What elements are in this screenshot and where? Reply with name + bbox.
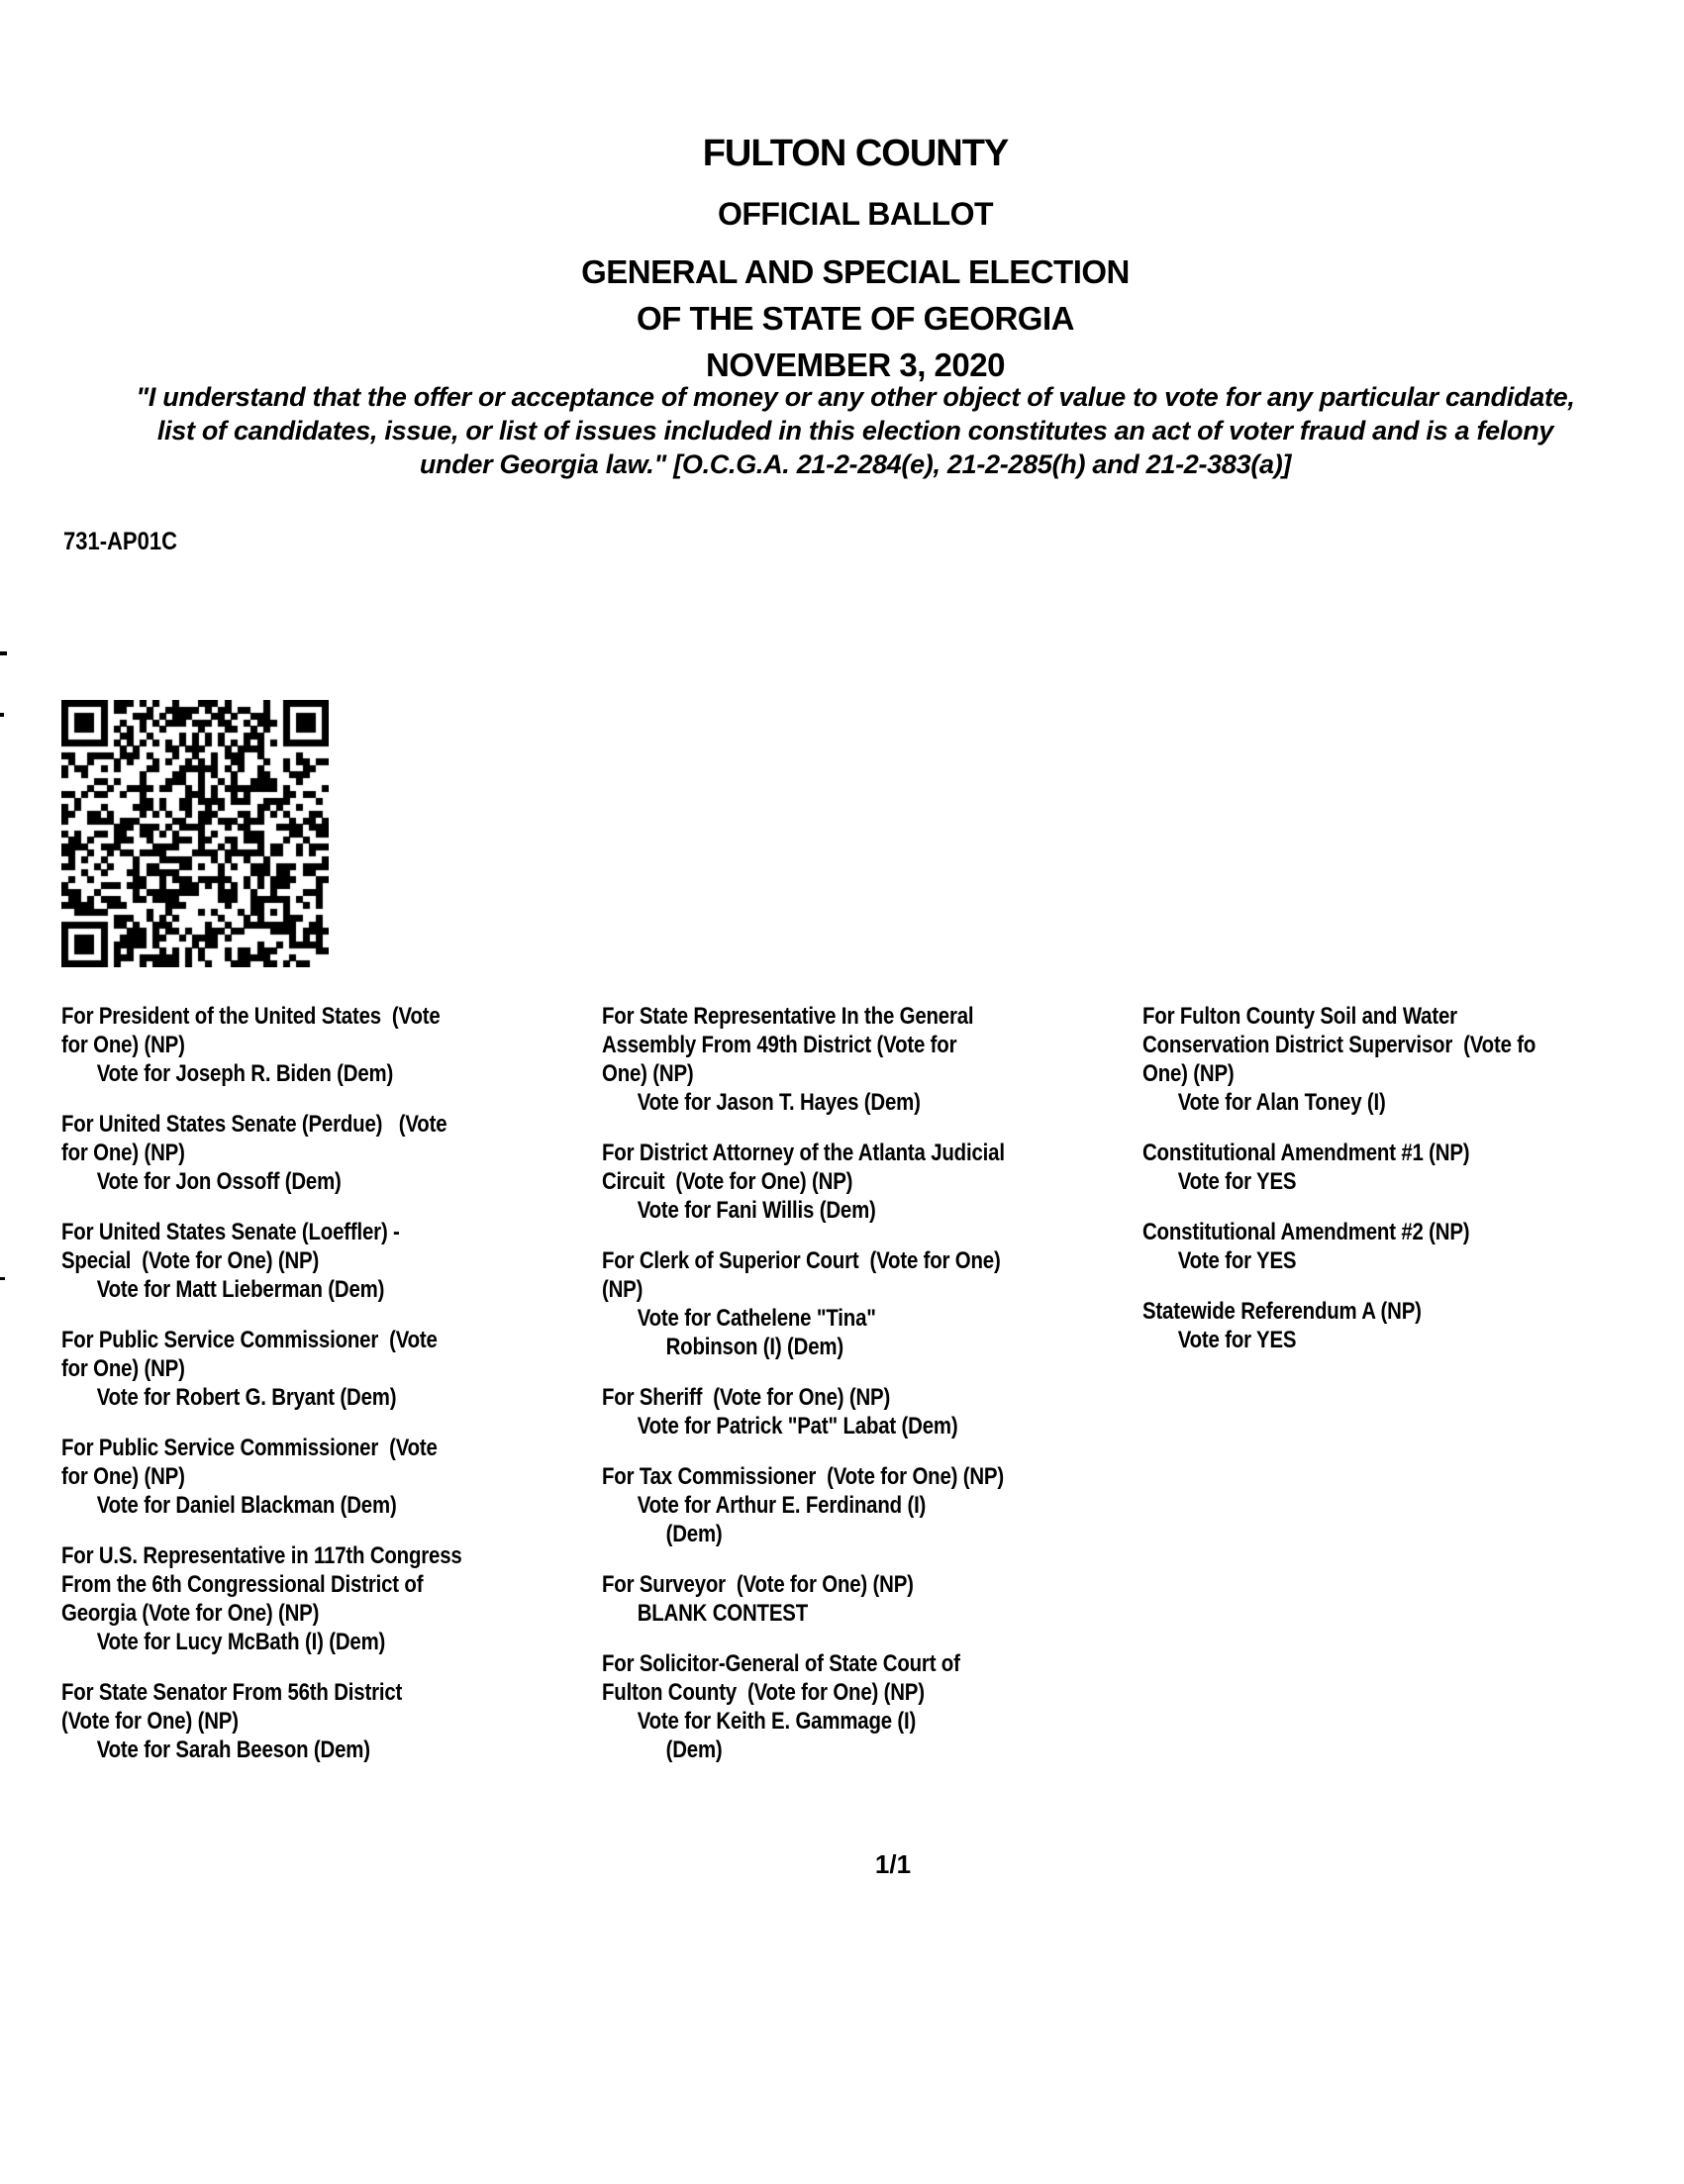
contest-title-line: For Public Service Commissioner (Vote <box>61 1435 438 1461</box>
contest-block <box>61 1002 601 1088</box>
ballot-style-code: 731-AP01C <box>63 528 177 555</box>
vote-line: Vote for Jon Ossoff (Dem) <box>96 1168 342 1195</box>
contest-title-line: (Vote for One) (NP) <box>61 1708 239 1735</box>
contest-title-line: For United States Senate (Perdue) (Vote <box>61 1111 447 1138</box>
page-number: 1/1 <box>874 1849 912 1879</box>
vote-line: Vote for Matt Lieberman (Dem) <box>96 1276 385 1303</box>
vote-line: Vote for Alan Toney (I) <box>1177 1089 1386 1116</box>
scan-edge-mark <box>0 713 4 717</box>
contest-title-line: Constitutional Amendment #1 (NP) <box>1142 1140 1470 1166</box>
contest-title-line: For Sheriff (Vote for One) (NP) <box>602 1384 891 1411</box>
ballot-column-1 <box>61 1002 601 1786</box>
contest-title-line: For Tax Commissioner (Vote for One) (NP) <box>602 1463 1004 1490</box>
contest-block <box>61 1326 601 1412</box>
election-date: NOVEMBER 3, 2020 <box>706 347 1005 383</box>
contest-title-line: For Clerk of Superior Court (Vote for One) <box>602 1247 1001 1274</box>
contest-title-line: for One) (NP) <box>61 1463 185 1490</box>
contest-title-line: (NP) <box>602 1276 644 1303</box>
contest-title-line: Georgia (Vote for One) (NP) <box>61 1600 320 1627</box>
contest-block <box>602 1002 1141 1117</box>
vote-line: Vote for Arthur E. Ferdinand (I) <box>637 1492 927 1519</box>
contest-title-line: For Public Service Commissioner (Vote <box>61 1327 438 1353</box>
vote-line: Vote for Patrick "Pat" Labat (Dem) <box>637 1413 958 1439</box>
vote-line: Vote for Joseph R. Biden (Dem) <box>96 1060 394 1087</box>
contest-title-line: Special (Vote for One) (NP) <box>61 1247 320 1274</box>
contest-title-line: From the 6th Congressional District of <box>61 1571 424 1598</box>
disclaimer-line: list of candidates, issue, or list of issues included in this election constitutes an act of voter fraud and is a felony <box>156 416 1554 446</box>
contest-title-line: For Surveyor (Vote for One) (NP) <box>602 1571 914 1598</box>
contest-block <box>61 1541 601 1656</box>
contest-title-line: Fulton County (Vote for One) (NP) <box>602 1679 925 1706</box>
contest-block <box>602 1383 1141 1440</box>
contest-title-line: Constitutional Amendment #2 (NP) <box>1142 1219 1470 1245</box>
vote-line: (Dem) <box>665 1521 723 1547</box>
vote-line: Vote for YES <box>1177 1247 1297 1274</box>
page-title: FULTON COUNTY <box>702 133 1009 174</box>
contest-block <box>602 1462 1141 1548</box>
contest-title-line: For U.S. Representative in 117th Congress <box>61 1542 462 1569</box>
contest-title-line: For President of the United States (Vote <box>61 1003 441 1030</box>
contest-block <box>602 1246 1141 1361</box>
contest-block <box>61 1110 601 1196</box>
vote-line: (Dem) <box>665 1737 723 1763</box>
contest-block <box>61 1434 601 1520</box>
disclaimer-line: under Georgia law." [O.C.G.A. 21-2-284(e), 21-2-285(h) and 21-2-383(a)] <box>419 449 1292 479</box>
vote-line: Vote for Jason T. Hayes (Dem) <box>637 1089 921 1116</box>
contest-title-line: For United States Senate (Loeffler) - <box>61 1219 400 1245</box>
contest-block <box>61 1218 601 1304</box>
contest-title-line: Assembly From 49th District (Vote for <box>602 1032 957 1058</box>
ballot-column-2 <box>602 1002 1141 1786</box>
contest-title-line: For District Attorney of the Atlanta Judicial <box>602 1140 1005 1166</box>
contest-title-line: One) (NP) <box>602 1060 694 1087</box>
contest-block <box>602 1139 1141 1225</box>
vote-line: Vote for Lucy McBath (I) (Dem) <box>96 1629 386 1655</box>
voter-fraud-disclaimer <box>61 380 1649 481</box>
vote-line: Vote for Daniel Blackman (Dem) <box>96 1492 397 1519</box>
page-subtitle: OFFICIAL BALLOT <box>717 196 994 232</box>
contest-title-line: For State Representative In the General <box>602 1003 974 1030</box>
contest-block <box>1142 1139 1682 1196</box>
vote-line: Vote for Cathelene "Tina" <box>637 1305 876 1332</box>
contest-block <box>1142 1297 1682 1354</box>
contest-title-line: For Solicitor-General of State Court of <box>602 1650 960 1677</box>
election-heading <box>61 248 1649 388</box>
vote-line: BLANK CONTEST <box>637 1600 809 1627</box>
contest-block <box>1142 1218 1682 1275</box>
contest-block <box>602 1570 1141 1628</box>
contest-title-line: One) (NP) <box>1142 1060 1235 1087</box>
disclaimer-line: "I understand that the offer or acceptance of money or any other object of value to vote for any particular candidate, <box>136 382 1575 412</box>
vote-line: Vote for Fani Willis (Dem) <box>637 1197 876 1224</box>
vote-line: Vote for Robert G. Bryant (Dem) <box>96 1384 397 1411</box>
vote-line: Vote for YES <box>1177 1168 1297 1195</box>
contest-title-line: Conservation District Supervisor (Vote fo <box>1142 1032 1536 1058</box>
vote-line: Vote for Sarah Beeson (Dem) <box>96 1737 370 1763</box>
scan-edge-mark <box>0 651 7 655</box>
contest-title-line: For Fulton County Soil and Water <box>1142 1003 1457 1030</box>
contest-block <box>602 1649 1141 1764</box>
ballot-column-3 <box>1142 1002 1682 1376</box>
election-heading-line: GENERAL AND SPECIAL ELECTION <box>581 253 1130 290</box>
vote-line: Robinson (I) (Dem) <box>665 1334 843 1360</box>
vote-line: Vote for YES <box>1177 1327 1297 1353</box>
contest-title-line: Statewide Referendum A (NP) <box>1142 1298 1422 1325</box>
election-heading-line: OF THE STATE OF GEORGIA <box>637 300 1074 337</box>
contest-title-line: for One) (NP) <box>61 1032 185 1058</box>
contest-block <box>1142 1002 1682 1117</box>
contest-block <box>61 1678 601 1764</box>
contest-title-line: Circuit (Vote for One) (NP) <box>602 1168 853 1195</box>
contest-title-line: for One) (NP) <box>61 1140 185 1166</box>
contest-title-line: For State Senator From 56th District <box>61 1679 403 1706</box>
qr-code <box>61 700 329 967</box>
contest-title-line: for One) (NP) <box>61 1355 185 1382</box>
vote-line: Vote for Keith E. Gammage (I) <box>637 1708 917 1735</box>
scan-edge-mark <box>0 1277 5 1280</box>
